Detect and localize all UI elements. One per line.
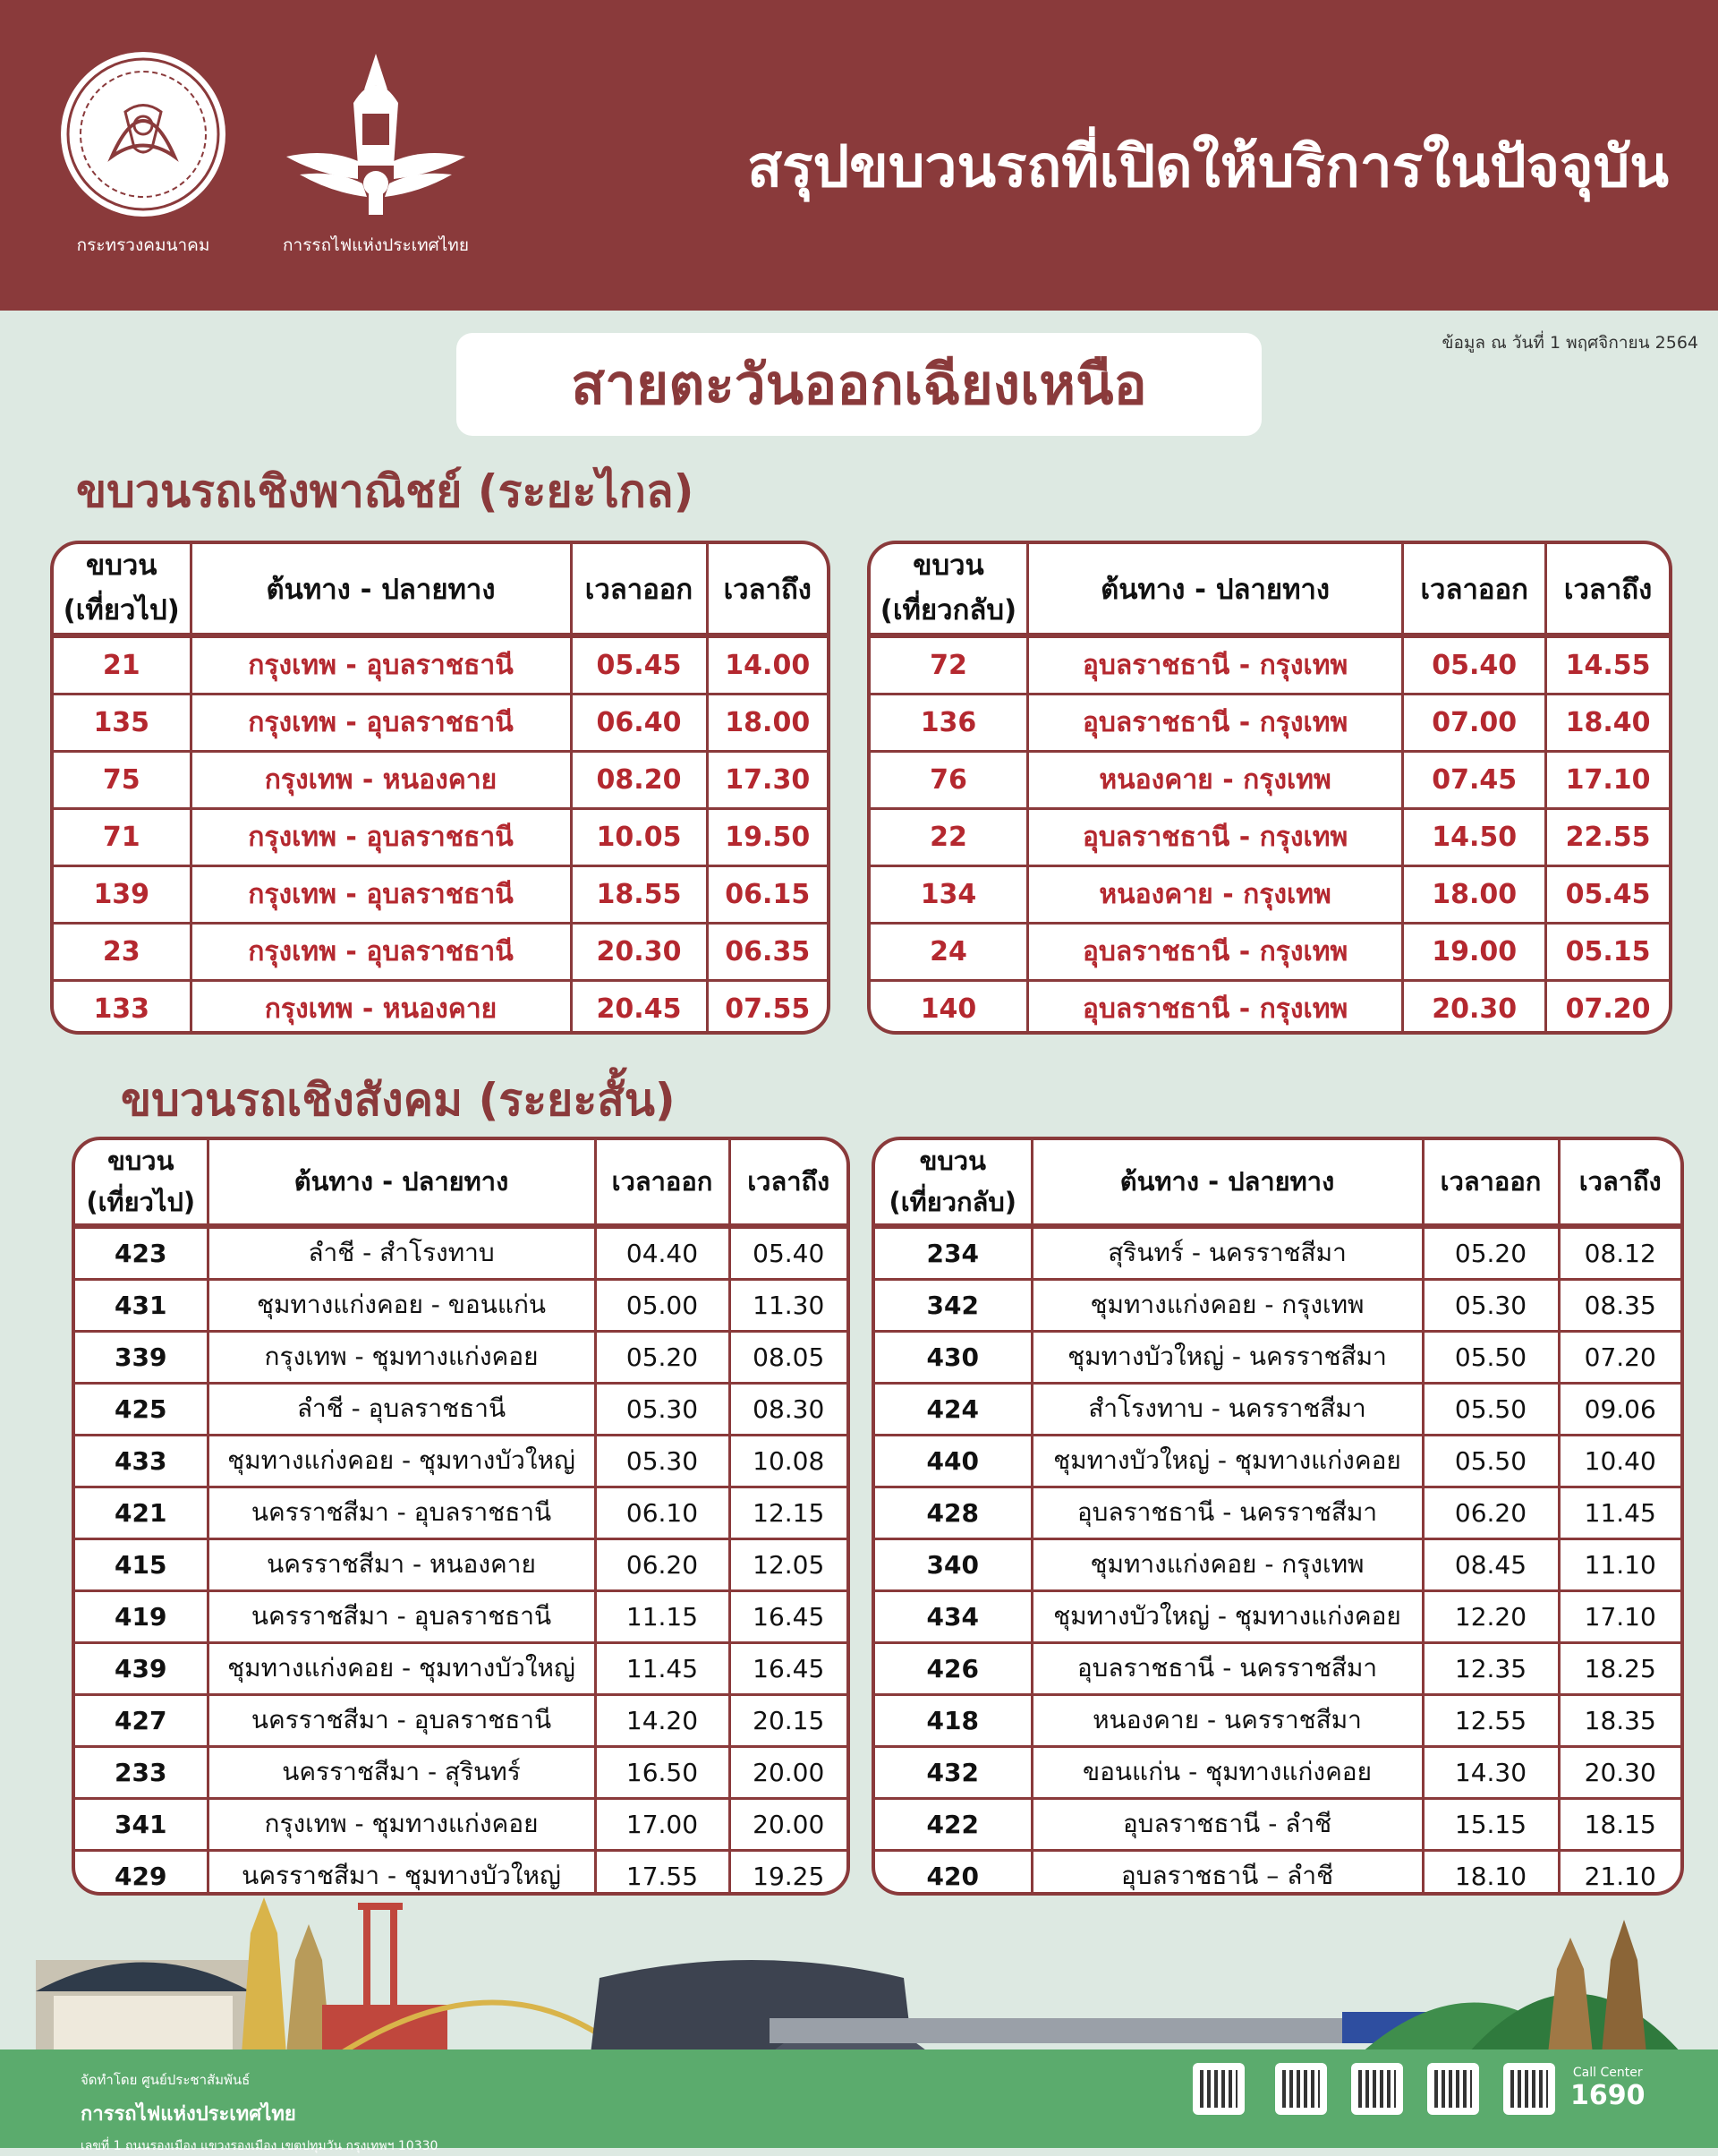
depart-time: 20.45	[571, 981, 707, 1035]
route: อุบลราชธานี - นครราชสีมา	[1032, 1642, 1423, 1694]
train-number: 423	[75, 1226, 208, 1280]
train-number: 136	[871, 695, 1028, 752]
route: กรุงเทพ - อุบลราชธานี	[191, 695, 571, 752]
arrive-time: 18.35	[1559, 1694, 1680, 1746]
call-center[interactable]	[1570, 2066, 1646, 2111]
train-number: 422	[875, 1798, 1032, 1850]
table-row	[875, 1694, 1680, 1746]
table-row	[875, 1226, 1680, 1280]
depart-time: 17.55	[595, 1850, 729, 1896]
arrive-time: 18.40	[1546, 695, 1669, 752]
depart-time: 14.20	[595, 1694, 729, 1746]
train-number: 341	[75, 1798, 208, 1850]
data-as-of-date: ข้อมูล ณ วันที่ 1 พฤศจิกายน 2564	[1442, 333, 1698, 353]
train-number: 133	[54, 981, 191, 1035]
depart-time: 20.30	[571, 924, 707, 981]
route: อุบลราชธานี - กรุงเทพ	[1028, 635, 1403, 695]
train-number: 139	[54, 866, 191, 924]
col-depart: เวลาออก	[595, 1140, 729, 1226]
arrive-time: 05.40	[729, 1226, 846, 1280]
depart-time: 20.30	[1403, 981, 1546, 1035]
depart-time: 08.45	[1423, 1538, 1559, 1590]
col-depart: เวลาออก	[1423, 1140, 1559, 1226]
footer-credits	[81, 2069, 438, 2156]
call-center-number: 1690	[1570, 2080, 1646, 2111]
table-row	[75, 1435, 846, 1487]
table-row	[75, 1850, 846, 1896]
route: อุบลราชธานี - ลำชี	[1032, 1798, 1423, 1850]
arrive-time: 20.00	[729, 1746, 846, 1798]
train-number: 340	[875, 1538, 1032, 1590]
srt-emblem-icon	[282, 49, 470, 219]
arrive-time: 08.30	[729, 1383, 846, 1435]
youtube-qr-icon[interactable]	[1427, 2063, 1479, 2115]
arrive-time: 16.45	[729, 1590, 846, 1642]
arrive-time: 11.45	[1559, 1487, 1680, 1538]
route: ชุมทางบัวใหญ่ - นครราชสีมา	[1032, 1331, 1423, 1383]
train-number: 233	[75, 1746, 208, 1798]
route: อุบลราชธานี – ลำชี	[1032, 1850, 1423, 1896]
col-train-label: ขบวน	[919, 1146, 986, 1176]
depart-time: 15.15	[1423, 1798, 1559, 1850]
table-row	[875, 1383, 1680, 1435]
table-row	[875, 1746, 1680, 1798]
route: อุบลราชธานี - กรุงเทพ	[1028, 924, 1403, 981]
depart-time: 04.40	[595, 1226, 729, 1280]
route: นครราชสีมา - อุบลราชธานี	[208, 1590, 595, 1642]
route: ลำชี - สำโรงทาบ	[208, 1226, 595, 1280]
arrive-time: 14.55	[1546, 635, 1669, 695]
depart-time: 06.40	[571, 695, 707, 752]
route: หนองคาย - กรุงเทพ	[1028, 866, 1403, 924]
col-arrive: เวลาถึง	[1559, 1140, 1680, 1226]
route: อุบลราชธานี - กรุงเทพ	[1028, 981, 1403, 1035]
depart-time: 05.20	[1423, 1226, 1559, 1280]
arrive-time: 18.25	[1559, 1642, 1680, 1694]
train-number: 23	[54, 924, 191, 981]
train-number: 234	[875, 1226, 1032, 1280]
train-number: 22	[871, 809, 1028, 866]
route: ลำชี - อุบลราชธานี	[208, 1383, 595, 1435]
footer-address: เลขที่ 1 ถนนรองเมือง แขวงรองเมือง เขตปทุมวัน กรุงเทพฯ 10330	[81, 2139, 438, 2153]
arrive-time: 07.20	[1559, 1331, 1680, 1383]
table-row	[75, 1694, 846, 1746]
depart-time: 05.30	[1423, 1279, 1559, 1331]
arrive-time: 11.30	[729, 1279, 846, 1331]
table-row	[871, 809, 1669, 866]
srt-caption: การรถไฟแห่งประเทศไทย	[283, 235, 469, 255]
train-number: 140	[871, 981, 1028, 1035]
depart-time: 10.05	[571, 809, 707, 866]
col-train	[75, 1140, 208, 1226]
train-number: 430	[875, 1331, 1032, 1383]
depart-time: 05.40	[1403, 635, 1546, 695]
ministry-seal-icon	[58, 49, 228, 219]
arrive-time: 05.15	[1546, 924, 1669, 981]
col-route: ต้นทาง - ปลายทาง	[1032, 1140, 1423, 1226]
depart-time: 19.00	[1403, 924, 1546, 981]
depart-time: 14.30	[1423, 1746, 1559, 1798]
table-row	[75, 1590, 846, 1642]
depart-time: 12.20	[1423, 1590, 1559, 1642]
route: ชุมทางแก่งคอย - ชุมทางบัวใหญ่	[208, 1435, 595, 1487]
arrive-time: 19.25	[729, 1850, 846, 1896]
depart-time: 18.10	[1423, 1850, 1559, 1896]
long-distance-title: ขบวนรถเชิงพาณิชย์ (ระยะไกล)	[76, 465, 694, 517]
train-number: 72	[871, 635, 1028, 695]
tracking-qr-icon[interactable]	[1275, 2063, 1327, 2115]
call-center-label: Call Center	[1572, 2066, 1643, 2080]
train-number: 135	[54, 695, 191, 752]
arrive-time: 11.10	[1559, 1538, 1680, 1590]
route: อุบลราชธานี - กรุงเทพ	[1028, 809, 1403, 866]
table-row	[54, 752, 827, 809]
ministry-logo	[49, 49, 237, 259]
train-number: 420	[875, 1850, 1032, 1896]
route: กรุงเทพ - หนองคาย	[191, 752, 571, 809]
col-train-direction: (เที่ยวไป)	[86, 1187, 196, 1218]
depart-time: 05.50	[1423, 1383, 1559, 1435]
col-train-label: ขบวน	[86, 550, 157, 582]
short-return-table	[872, 1137, 1684, 1896]
table-row	[75, 1226, 846, 1280]
depart-time: 16.50	[595, 1746, 729, 1798]
skyline-illustration	[0, 1897, 1718, 2054]
route: หนองคาย - กรุงเทพ	[1028, 752, 1403, 809]
depart-time: 18.00	[1403, 866, 1546, 924]
page-title: สรุปขบวนรถที่เปิดให้บริการในปัจจุบัน	[747, 134, 1669, 200]
arrive-time: 14.00	[707, 635, 827, 695]
train-number: 71	[54, 809, 191, 866]
region-title: สายตะวันออกเฉียงเหนือ	[456, 333, 1262, 436]
depart-time: 12.55	[1423, 1694, 1559, 1746]
train-number: 431	[75, 1279, 208, 1331]
route: กรุงเทพ - อุบลราชธานี	[191, 809, 571, 866]
depart-time: 17.00	[595, 1798, 729, 1850]
arrive-time: 10.40	[1559, 1435, 1680, 1487]
arrive-time: 06.15	[707, 866, 827, 924]
table-row	[75, 1642, 846, 1694]
table-row	[871, 866, 1669, 924]
arrive-time: 08.12	[1559, 1226, 1680, 1280]
arrive-time: 22.55	[1546, 809, 1669, 866]
table-row	[75, 1798, 846, 1850]
arrive-time: 09.06	[1559, 1383, 1680, 1435]
short-outbound-table	[72, 1137, 850, 1896]
col-train-direction: (เที่ยวไป)	[63, 593, 180, 626]
table-row	[871, 635, 1669, 695]
route: ชุมทางแก่งคอย - ชุมทางบัวใหญ่	[208, 1642, 595, 1694]
train-number: 425	[75, 1383, 208, 1435]
arrive-time: 17.10	[1546, 752, 1669, 809]
train-number: 433	[75, 1435, 208, 1487]
website-qr-icon[interactable]	[1503, 2063, 1555, 2115]
table-row	[875, 1538, 1680, 1590]
depart-time: 06.20	[595, 1538, 729, 1590]
route: ชุมทางบัวใหญ่ - ชุมทางแก่งคอย	[1032, 1590, 1423, 1642]
arrive-time: 07.55	[707, 981, 827, 1035]
train-number: 426	[875, 1642, 1032, 1694]
depart-time: 05.50	[1423, 1331, 1559, 1383]
col-train-label: ขบวน	[913, 550, 984, 582]
col-route: ต้นทาง - ปลายทาง	[191, 544, 571, 635]
train-number: 427	[75, 1694, 208, 1746]
table-row	[75, 1331, 846, 1383]
depart-time: 12.35	[1423, 1642, 1559, 1694]
table-row	[871, 981, 1669, 1035]
route: กรุงเทพ - ชุมทางแก่งคอย	[208, 1331, 595, 1383]
train-number: 432	[875, 1746, 1032, 1798]
arrive-time: 06.35	[707, 924, 827, 981]
col-arrive: เวลาถึง	[707, 544, 827, 635]
table-row	[875, 1279, 1680, 1331]
route: หนองคาย - นครราชสีมา	[1032, 1694, 1423, 1746]
arrive-time: 10.08	[729, 1435, 846, 1487]
depart-time: 14.50	[1403, 809, 1546, 866]
train-number: 418	[875, 1694, 1032, 1746]
table-row	[54, 809, 827, 866]
train-number: 440	[875, 1435, 1032, 1487]
table-row	[54, 635, 827, 695]
route: อุบลราชธานี - กรุงเทพ	[1028, 695, 1403, 752]
route: กรุงเทพ - อุบลราชธานี	[191, 924, 571, 981]
route: นครราชสีมา - สุรินทร์	[208, 1746, 595, 1798]
arrive-time: 19.50	[707, 809, 827, 866]
depart-time: 11.45	[595, 1642, 729, 1694]
depart-time: 07.00	[1403, 695, 1546, 752]
table-row	[875, 1590, 1680, 1642]
col-route: ต้นทาง - ปลายทาง	[208, 1140, 595, 1226]
route: ชุมทางแก่งคอย - ขอนแก่น	[208, 1279, 595, 1331]
table-row	[75, 1746, 846, 1798]
table-row	[54, 695, 827, 752]
table-row	[75, 1487, 846, 1538]
long-return-table	[867, 541, 1672, 1035]
route: กรุงเทพ - ชุมทางแก่งคอย	[208, 1798, 595, 1850]
col-train-label: ขบวน	[107, 1146, 174, 1176]
train-number: 439	[75, 1642, 208, 1694]
depart-time: 05.50	[1423, 1435, 1559, 1487]
route: นครราชสีมา - อุบลราชธานี	[208, 1694, 595, 1746]
arrive-time: 08.05	[729, 1331, 846, 1383]
col-route: ต้นทาง - ปลายทาง	[1028, 544, 1403, 635]
arrive-time: 07.20	[1546, 981, 1669, 1035]
depart-time: 05.30	[595, 1383, 729, 1435]
depart-time: 05.00	[595, 1279, 729, 1331]
depart-time: 11.15	[595, 1590, 729, 1642]
train-number: 415	[75, 1538, 208, 1590]
route: อุบลราชธานี - นครราชสีมา	[1032, 1487, 1423, 1538]
col-arrive: เวลาถึง	[729, 1140, 846, 1226]
table-row	[875, 1487, 1680, 1538]
table-row	[54, 924, 827, 981]
train-number: 21	[54, 635, 191, 695]
route: สุรินทร์ - นครราชสีมา	[1032, 1226, 1423, 1280]
train-number: 428	[875, 1487, 1032, 1538]
train-number: 429	[75, 1850, 208, 1896]
app-qr-icon[interactable]	[1193, 2063, 1245, 2115]
depart-time: 08.20	[571, 752, 707, 809]
srt-logo	[282, 49, 470, 259]
col-train	[54, 544, 191, 635]
depart-time: 06.20	[1423, 1487, 1559, 1538]
col-depart: เวลาออก	[571, 544, 707, 635]
route: กรุงเทพ - หนองคาย	[191, 981, 571, 1035]
train-number: 76	[871, 752, 1028, 809]
route: ขอนแก่น - ชุมทางแก่งคอย	[1032, 1746, 1423, 1798]
arrive-time: 12.15	[729, 1487, 846, 1538]
table-row	[875, 1642, 1680, 1694]
table-row	[875, 1331, 1680, 1383]
route: กรุงเทพ - อุบลราชธานี	[191, 866, 571, 924]
train-number: 424	[875, 1383, 1032, 1435]
route: นครราชสีมา - หนองคาย	[208, 1538, 595, 1590]
table-row	[75, 1383, 846, 1435]
route: ชุมทางแก่งคอย - กรุงเทพ	[1032, 1538, 1423, 1590]
train-number: 434	[875, 1590, 1032, 1642]
arrive-time: 18.00	[707, 695, 827, 752]
route: ชุมทางบัวใหญ่ - ชุมทางแก่งคอย	[1032, 1435, 1423, 1487]
table-row	[875, 1850, 1680, 1896]
route: กรุงเทพ - อุบลราชธานี	[191, 635, 571, 695]
route: นครราชสีมา - ชุมทางบัวใหญ่	[208, 1850, 595, 1896]
table-row	[75, 1279, 846, 1331]
table-row	[871, 924, 1669, 981]
arrive-time: 08.35	[1559, 1279, 1680, 1331]
arrive-time: 20.15	[729, 1694, 846, 1746]
arrive-time: 17.30	[707, 752, 827, 809]
table-row	[54, 866, 827, 924]
produced-by: จัดทำโดย ศูนย์ประชาสัมพันธ์	[81, 2072, 251, 2088]
route: สำโรงทาบ - นครราชสีมา	[1032, 1383, 1423, 1435]
arrive-time: 16.45	[729, 1642, 846, 1694]
train-number: 419	[75, 1590, 208, 1642]
table-row	[871, 695, 1669, 752]
depart-time: 06.10	[595, 1487, 729, 1538]
depart-time: 18.55	[571, 866, 707, 924]
train-number: 339	[75, 1331, 208, 1383]
table-row	[875, 1798, 1680, 1850]
train-number: 75	[54, 752, 191, 809]
route: ชุมทางแก่งคอย - กรุงเทพ	[1032, 1279, 1423, 1331]
col-train	[871, 544, 1028, 635]
train-number: 342	[875, 1279, 1032, 1331]
train-number: 24	[871, 924, 1028, 981]
arrive-time: 20.00	[729, 1798, 846, 1850]
col-train	[875, 1140, 1032, 1226]
arrive-time: 05.45	[1546, 866, 1669, 924]
arrive-time: 17.10	[1559, 1590, 1680, 1642]
short-distance-title: ขบวนรถเชิงสังคม (ระยะสั้น)	[121, 1074, 676, 1126]
table-row	[875, 1435, 1680, 1487]
table-row	[54, 981, 827, 1035]
arrive-time: 18.15	[1559, 1798, 1680, 1850]
arrive-time: 12.05	[729, 1538, 846, 1590]
ministry-caption: กระทรวงคมนาคม	[76, 235, 210, 255]
col-train-direction: (เที่ยวกลับ)	[889, 1187, 1017, 1218]
depart-time: 07.45	[1403, 752, 1546, 809]
table-row	[75, 1538, 846, 1590]
col-train-direction: (เที่ยวกลับ)	[880, 593, 1017, 626]
depart-time: 05.45	[571, 635, 707, 695]
table-row	[871, 752, 1669, 809]
depart-time: 05.20	[595, 1331, 729, 1383]
depart-time: 05.30	[595, 1435, 729, 1487]
route: นครราชสีมา - อุบลราชธานี	[208, 1487, 595, 1538]
col-depart: เวลาออก	[1403, 544, 1546, 635]
arrive-time: 21.10	[1559, 1850, 1680, 1896]
long-outbound-table	[50, 541, 830, 1035]
arrive-time: 20.30	[1559, 1746, 1680, 1798]
train-number: 134	[871, 866, 1028, 924]
col-arrive: เวลาถึง	[1546, 544, 1669, 635]
facebook-qr-icon[interactable]	[1351, 2063, 1403, 2115]
footer-org: การรถไฟแห่งประเทศไทย	[81, 2103, 296, 2126]
train-number: 421	[75, 1487, 208, 1538]
